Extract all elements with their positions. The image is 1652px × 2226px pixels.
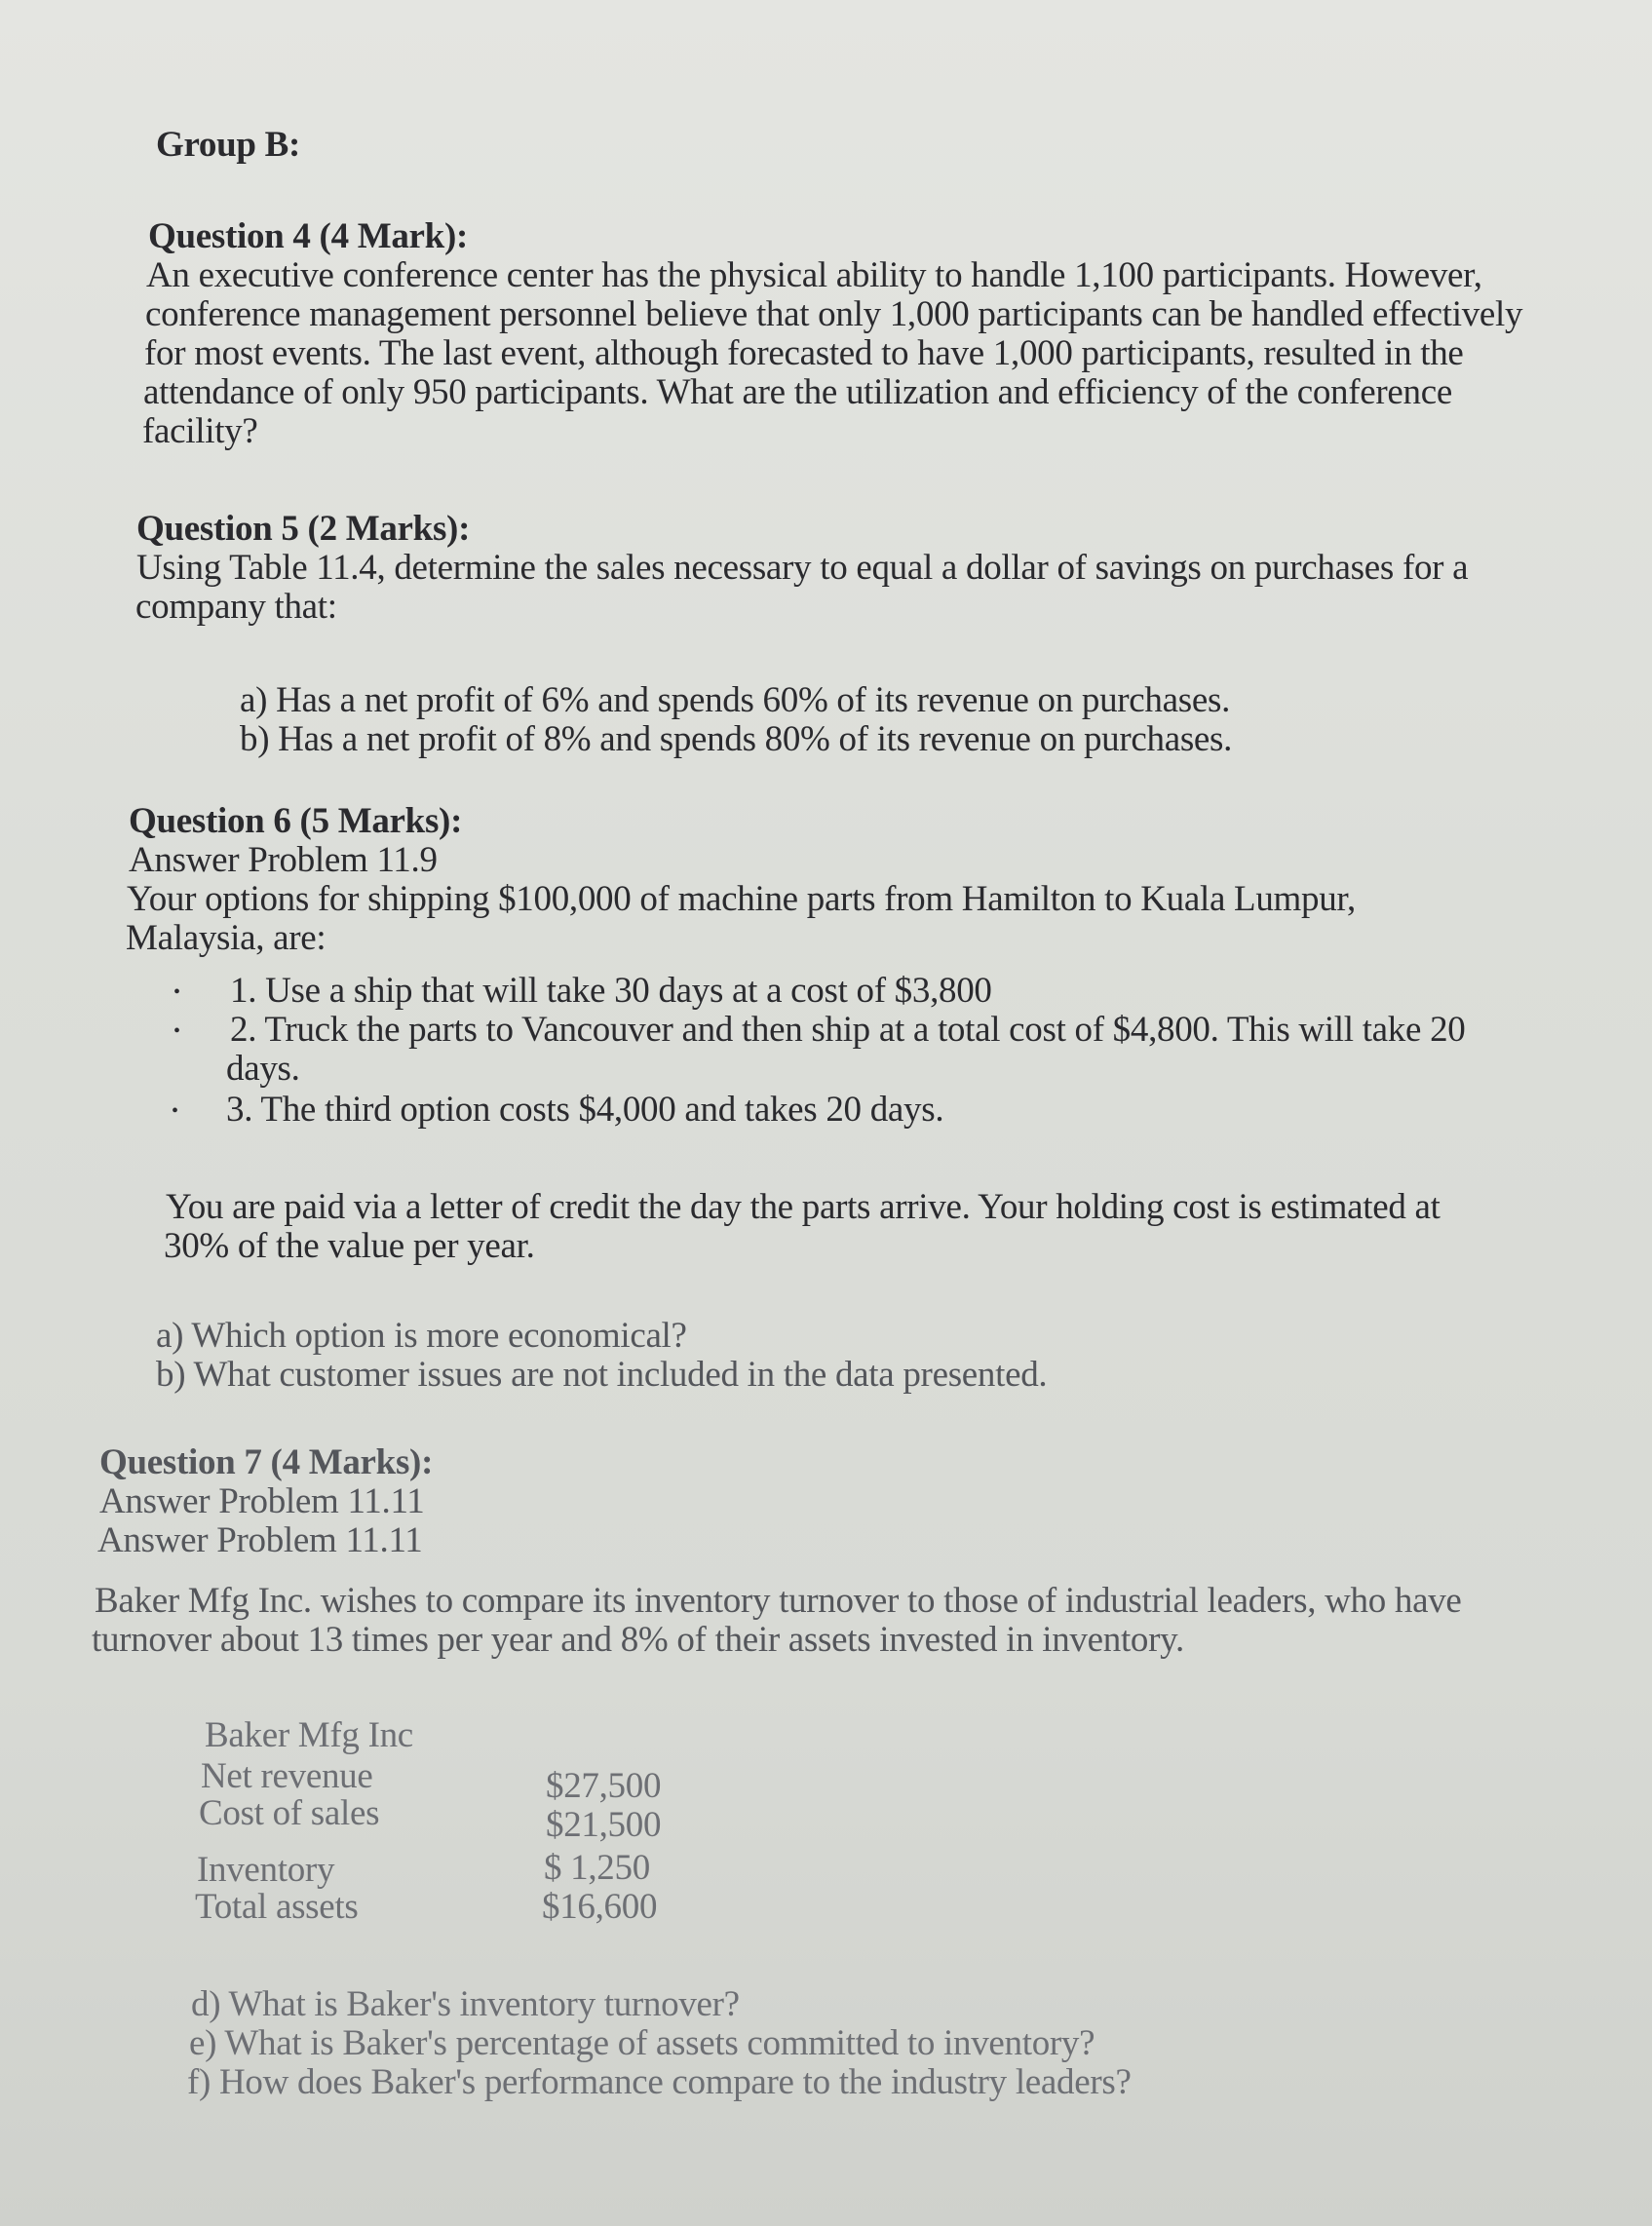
- q6-option: 3. The third option costs $4,000 and takes 20 days.: [226, 1090, 944, 1130]
- q6-heading: Question 6 (5 Marks):: [129, 801, 463, 841]
- q4-text-line: attendance of only 950 participants. What are the utilization and efficiency of the conference: [143, 372, 1452, 412]
- q6-paid-line: 30% of the value per year.: [164, 1226, 535, 1266]
- q5-text-line: company that:: [135, 587, 337, 627]
- q6-option: 1. Use a ship that will take 30 days at a cost of $3,800: [230, 971, 992, 1011]
- q6-paid-line: You are paid via a letter of credit the day the parts arrive. Your holding cost is estimated at: [166, 1187, 1441, 1227]
- bullet-icon: •: [172, 1100, 179, 1122]
- q7-answer: Answer Problem 11.11: [97, 1520, 423, 1560]
- q7-item: f) How does Baker's performance compare to the industry leaders?: [187, 2062, 1132, 2102]
- bullet-icon: •: [173, 1020, 181, 1042]
- bullet-icon: •: [173, 981, 181, 1003]
- baker-table-value: $16,600: [542, 1887, 658, 1927]
- q7-intro-line: Baker Mfg Inc. wishes to compare its inventory turnover to those of industrial leaders, who have: [95, 1581, 1462, 1621]
- q6-item: b) What customer issues are not included in the data presented.: [156, 1355, 1048, 1395]
- q5-item: a) Has a net profit of 6% and spends 60% of its revenue on purchases.: [240, 680, 1231, 720]
- baker-table-value: $ 1,250: [544, 1848, 650, 1888]
- q7-intro-line: turnover about 13 times per year and 8% of their assets invested in inventory.: [92, 1620, 1184, 1660]
- baker-table-label: Inventory: [197, 1850, 335, 1890]
- q4-text-line: for most events. The last event, although forecasted to have 1,000 participants, resulted in the: [144, 333, 1464, 373]
- q6-intro-line: Malaysia, are:: [126, 918, 327, 958]
- q7-item: d) What is Baker's inventory turnover?: [191, 1984, 740, 2024]
- q7-heading: Question 7 (4 Marks):: [99, 1442, 434, 1482]
- baker-table-title: Baker Mfg Inc: [205, 1715, 413, 1755]
- baker-table-value: $21,500: [546, 1805, 662, 1845]
- baker-table-label: Cost of sales: [199, 1793, 380, 1833]
- q5-heading: Question 5 (2 Marks):: [136, 509, 471, 549]
- q5-text-line: Using Table 11.4, determine the sales necessary to equal a dollar of savings on purchases for a: [136, 548, 1469, 588]
- baker-table-label: Net revenue: [201, 1756, 373, 1796]
- group-title: Group B:: [156, 125, 301, 165]
- q6-item: a) Which option is more economical?: [156, 1316, 687, 1356]
- q4-text-line: conference management personnel believe that only 1,000 participants can be handled effectively: [145, 294, 1523, 334]
- q4-heading: Question 4 (4 Mark):: [148, 216, 468, 256]
- q5-item: b) Has a net profit of 8% and spends 80% of its revenue on purchases.: [240, 719, 1233, 759]
- q6-option: 2. Truck the parts to Vancouver and then ship at a total cost of $4,800. This will take 20: [230, 1010, 1466, 1050]
- q6-option-continued: days.: [226, 1049, 300, 1089]
- q4-text-line: facility?: [142, 411, 258, 451]
- q7-item: e) What is Baker's percentage of assets committed to inventory?: [189, 2023, 1095, 2063]
- baker-table-label: Total assets: [195, 1887, 359, 1927]
- q6-intro-line: Your options for shipping $100,000 of machine parts from Hamilton to Kuala Lumpur,: [127, 879, 1356, 919]
- baker-table-value: $27,500: [546, 1766, 662, 1806]
- q6-answer: Answer Problem 11.9: [129, 840, 438, 880]
- q7-answer: Answer Problem 11.11: [99, 1481, 425, 1521]
- q4-text-line: An executive conference center has the physical ability to handle 1,100 participants. However,: [146, 255, 1482, 295]
